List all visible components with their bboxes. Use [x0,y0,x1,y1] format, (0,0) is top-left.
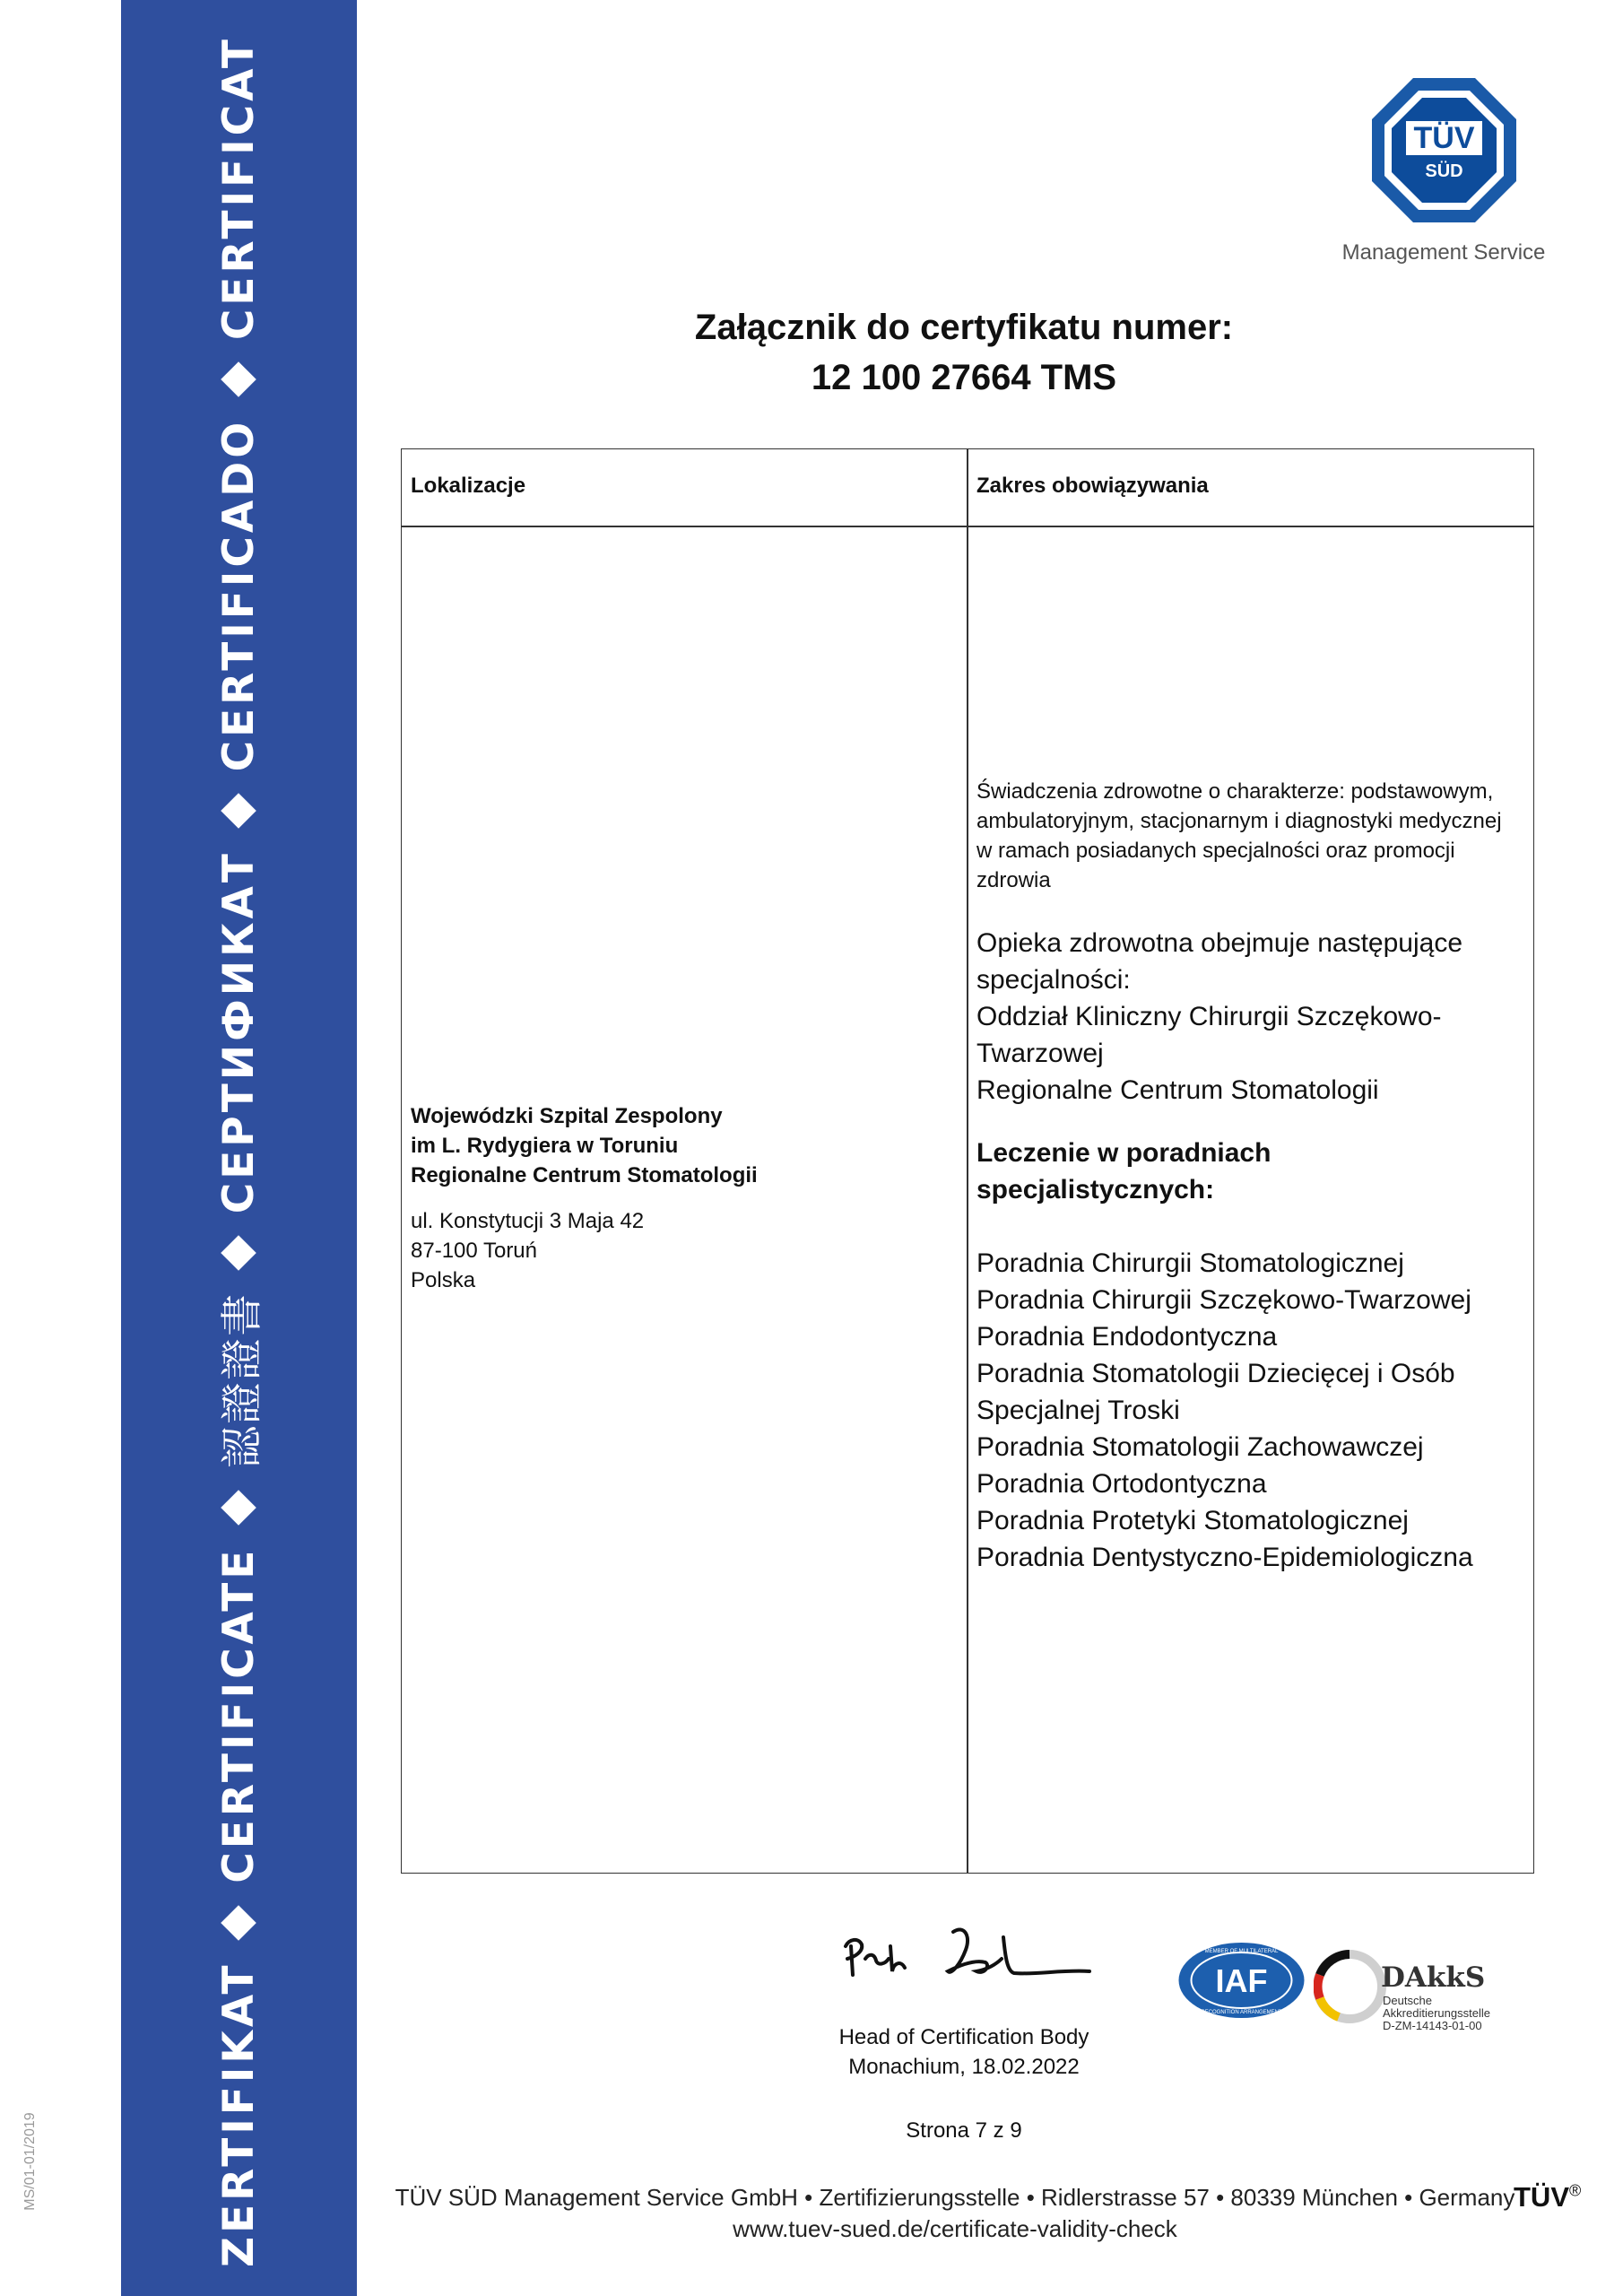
clinic-item: Poradnia Chirurgii Szczękowo-Twarzowej [976,1285,1471,1315]
scope-cell [976,777,1523,1576]
signature-place-date: Monachium, 18.02.2022 [848,2055,1080,2079]
clinic-item: Poradnia Dentystyczno-Epidemiologiczna [976,1543,1473,1572]
clinic-item: Poradnia Stomatologii Zachowawczej [976,1432,1424,1462]
band-word-certificat: CERTIFICAT [213,36,264,341]
scope-intro-line: zdrowia [976,868,1051,892]
location-cell [411,1101,758,1295]
scope-intro-line: Świadczenia zdrowotne o charakterze: podstawowym, [976,779,1494,804]
location-name-line: im L. Rydygiera w Toruniu [411,1134,679,1158]
clinic-item: Poradnia Protetyki Stomatologicznej [976,1506,1409,1535]
band-word-certificado: CERTIFICADO [213,418,264,772]
diamond-icon [221,1490,256,1526]
band-word-zertifikat: ZERTIFIKAT [213,1961,264,2267]
care-line: Opieka zdrowotna obejmuje następujące [976,928,1463,958]
logo-caption: Management Service [1341,240,1546,265]
clinic-list [976,1245,1523,1576]
scope-intro-line: w ramach posiadanych specjalności oraz promocji [976,839,1455,863]
clinic-item: Poradnia Stomatologii Dziecięcej i Osób [976,1359,1455,1388]
iaf-logo-icon [1176,1940,1306,2021]
form-code: MS/01-01/2019 [22,2112,38,2211]
treatment-heading-line: Leczenie w poradniach [976,1138,1271,1168]
location-name-line: Wojewódzki Szpital Zespolony [411,1104,723,1128]
clinic-item: Specjalnej Troski [976,1396,1180,1425]
signature-icon [838,1919,1098,1991]
scope-intro [976,777,1523,895]
registered-symbol: ® [1569,2181,1582,2200]
dakks-line: D-ZM-14143-01-00 [1383,2019,1482,2032]
band-words [203,0,274,2296]
table-column-divider [967,449,968,1873]
address-line: Polska [411,1268,476,1292]
scope-intro-line: ambulatoryjnym, stacjonarnym i diagnostyki medycznej [976,809,1502,833]
care-specialties [976,925,1523,1109]
address-line: ul. Konstytucji 3 Maja 42 [411,1209,645,1233]
tuv-mark-text: TÜV [1514,2181,1569,2213]
svg-text:MEMBER OF MULTILATERAL: MEMBER OF MULTILATERAL [1204,1949,1279,1954]
clinic-item: Poradnia Chirurgii Stomatologicznej [976,1248,1404,1278]
scope-table [401,448,1534,1874]
svg-text:SÜD: SÜD [1425,161,1463,181]
treatment-heading [976,1135,1523,1208]
page-title: Załącznik do certyfikatu numer: [694,308,1234,347]
diamond-icon [221,793,256,829]
location-name-line: Regionalne Centrum Stomatologii [411,1163,758,1187]
care-line: specjalności: [976,965,1131,995]
header-locations: Lokalizacje [411,474,526,498]
svg-text:IAF: IAF [1215,1962,1268,1999]
diamond-icon [221,1905,256,1941]
table-header-divider [402,526,1533,527]
certificate-number: 12 100 27664 TMS [811,358,1117,397]
footer-address: TÜV SÜD Management Service GmbH • Zertifizierungsstelle • Ridlerstrasse 57 • 80339 München • Germany [395,2184,1515,2211]
band-word-certificate: CERTIFICATE [213,1546,264,1883]
clinic-item: Poradnia Endodontyczna [976,1322,1278,1352]
address-line: 87-100 Toruń [411,1239,537,1263]
header-scope: Zakres obowiązywania [976,474,1209,498]
tuv-sud-logo-icon [1370,76,1518,224]
footer-validity-link[interactable]: www.tuev-sued.de/certificate-validity-check [733,2215,1177,2242]
band-word-russian: СЕРТИФИКАТ [213,850,264,1214]
diamond-icon [221,361,256,397]
tuv-trademark [1514,2181,1581,2213]
svg-text:RECOGNITION ARRANGEMENT: RECOGNITION ARRANGEMENT [1201,2010,1282,2015]
treatment-heading-line: specjalistycznych: [976,1175,1215,1205]
care-line: Twarzowej [976,1039,1104,1068]
band-word-chinese: 認證證書 [217,1292,267,1468]
care-line: Oddział Kliniczny Chirurgii Szczękowo- [976,1002,1442,1031]
dakks-details [1383,1995,1490,2032]
care-line: Regionalne Centrum Stomatologii [976,1075,1379,1105]
dakks-line: Akkreditierungsstelle [1383,2006,1490,2020]
clinic-item: Poradnia Ortodontyczna [976,1469,1267,1499]
dakks-line: Deutsche [1383,1994,1432,2007]
page-number: Strona 7 z 9 [906,2118,1022,2143]
signature-role: Head of Certification Body [838,2025,1089,2049]
dakks-name: DAkkS [1381,1961,1486,1994]
diamond-icon [221,1235,256,1271]
svg-text:TÜV: TÜV [1413,121,1475,155]
